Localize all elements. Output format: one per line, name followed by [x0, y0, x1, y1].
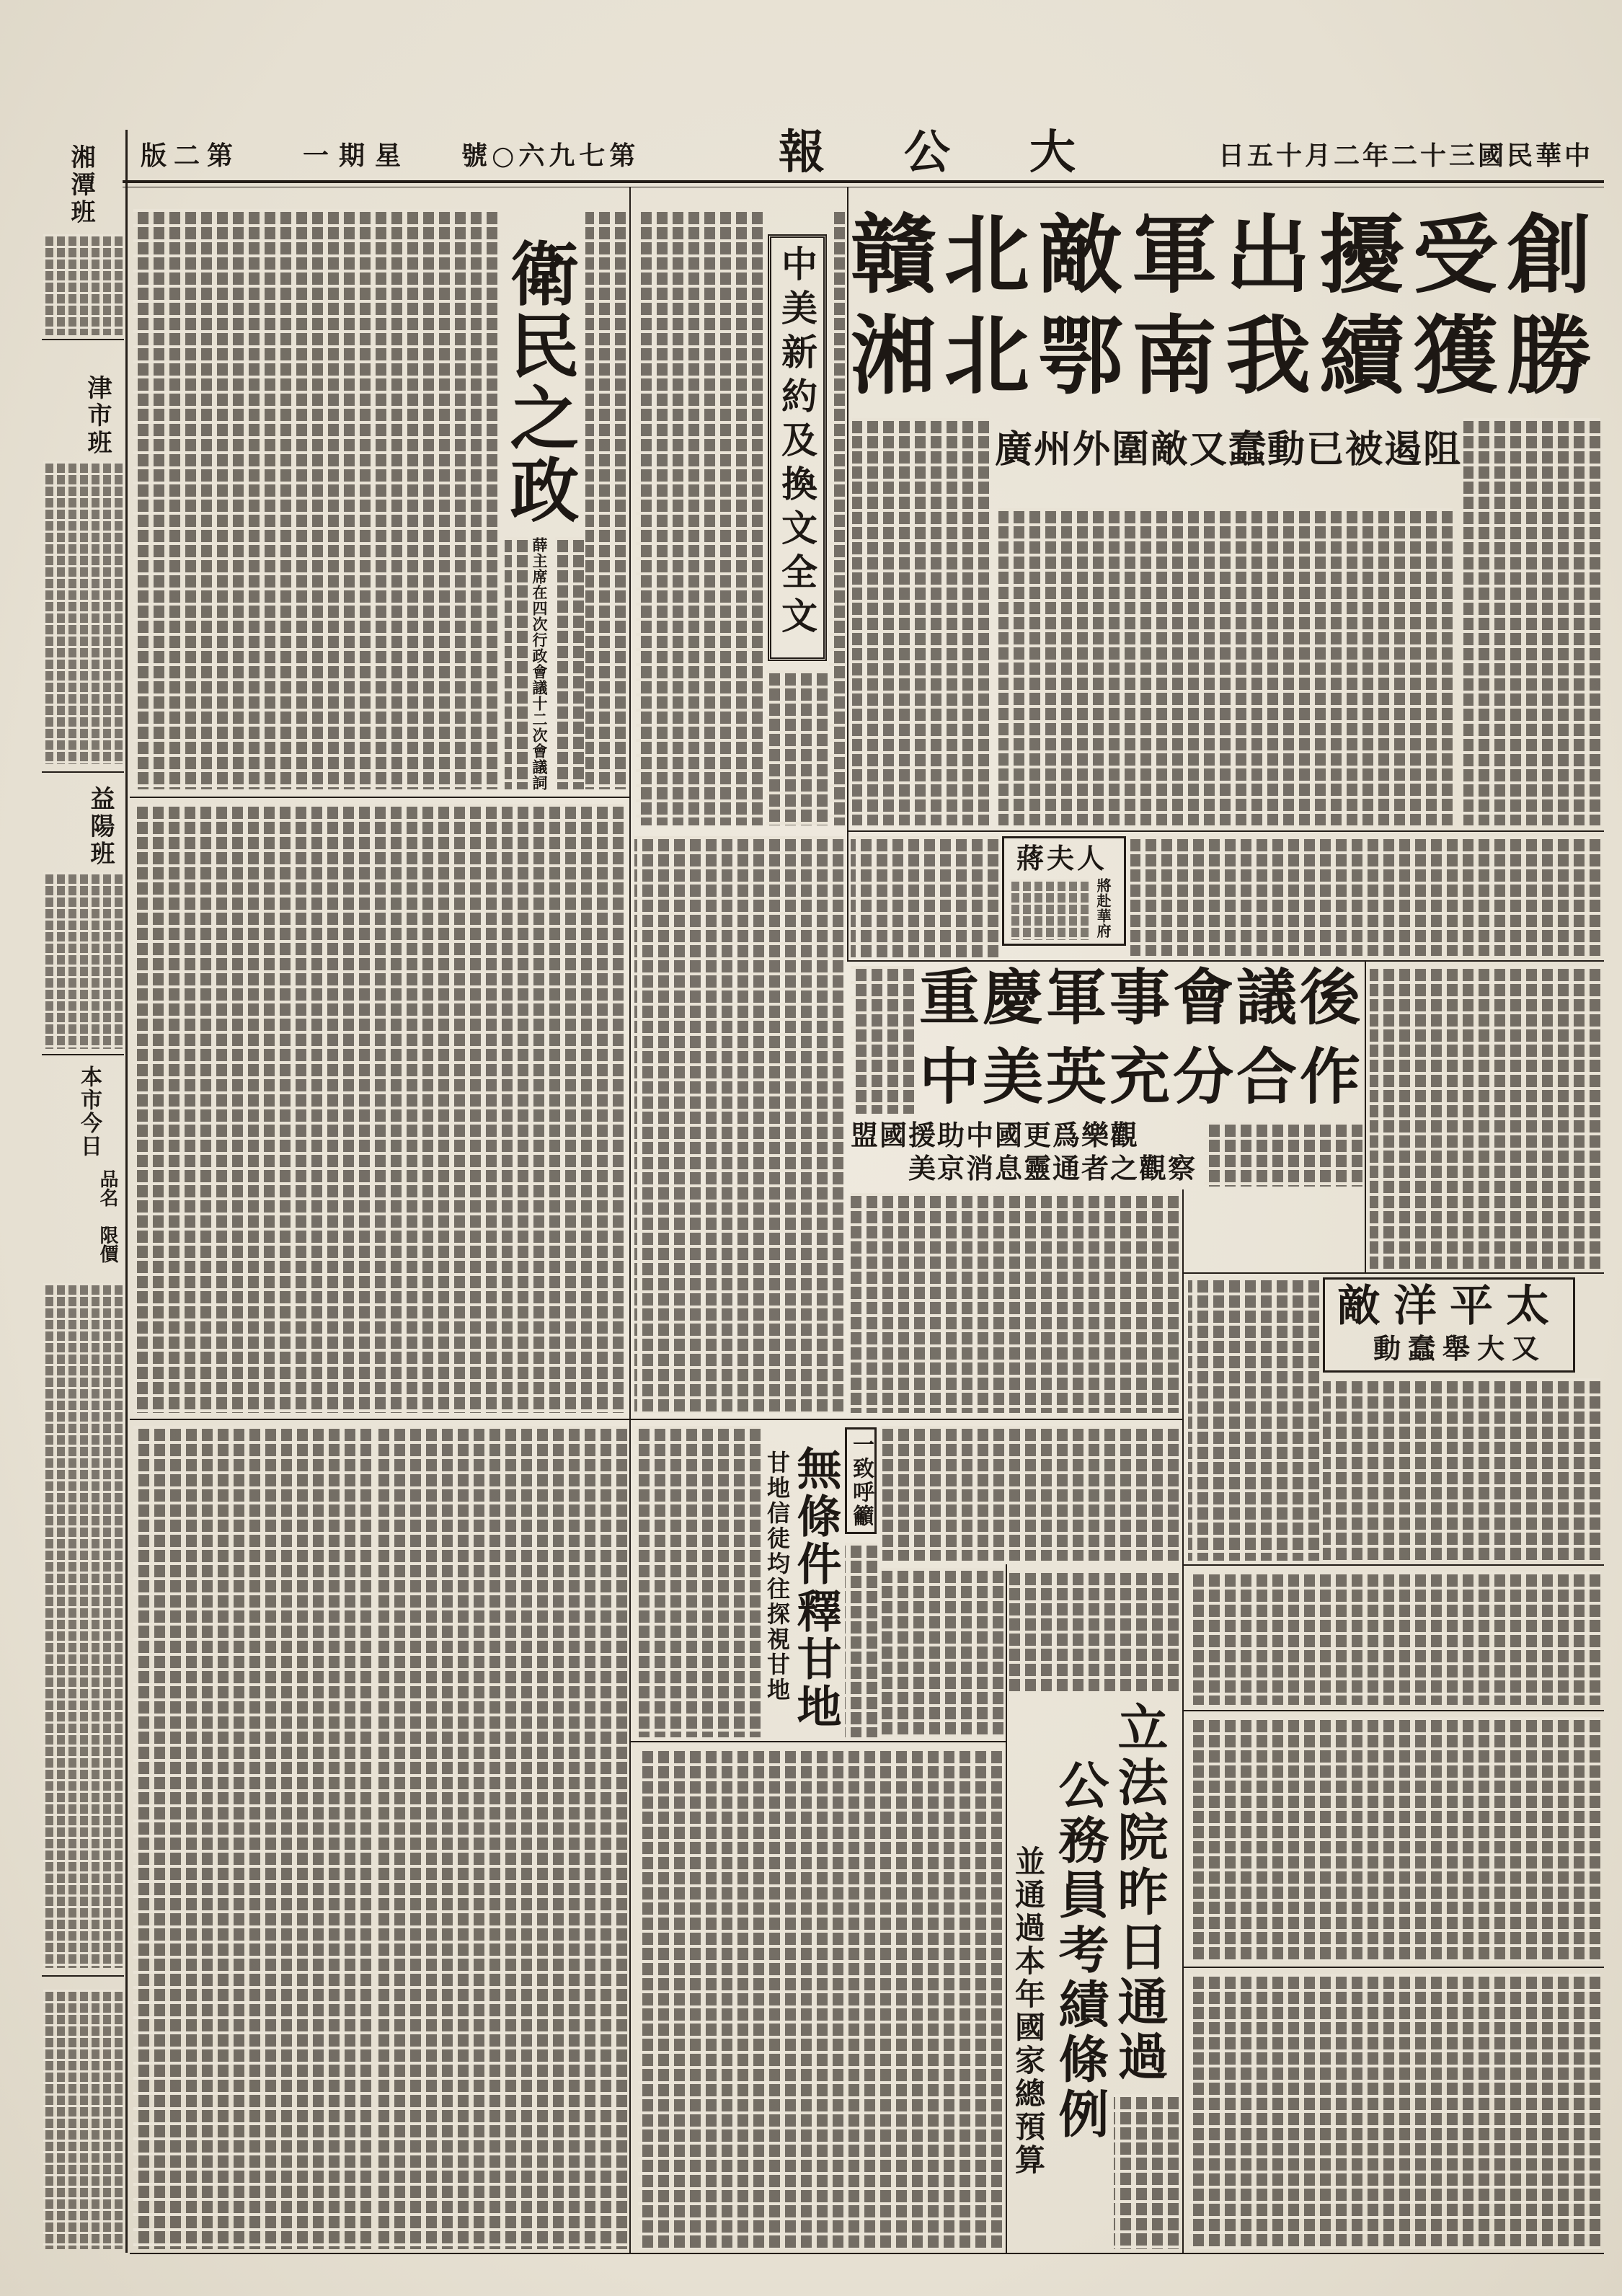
- sidebar-price-list: [43, 1283, 123, 1968]
- madame-chiang-subtitle: 將赴華府: [1094, 878, 1112, 939]
- article-body: [881, 1568, 1003, 1737]
- chongqing-body: [1204, 1122, 1362, 1187]
- column-rule: [629, 1419, 631, 2253]
- sidebar-rule: [42, 771, 124, 773]
- article-body: [133, 1426, 371, 2249]
- treaty-body: [766, 670, 828, 825]
- chongqing-headline-2: 中美英充分合作: [919, 1041, 1364, 1112]
- publication-date: 日五十月二年二十三國民華中: [1218, 141, 1594, 171]
- article-body: [133, 804, 624, 1413]
- article-body: [1189, 1717, 1600, 1961]
- front-headline-1: 贛北敵軍出擾受創: [851, 205, 1601, 305]
- editorial-bottom-rule: [130, 797, 629, 798]
- legislative-body: [1114, 2094, 1179, 2249]
- article-body: [638, 1748, 1002, 2249]
- chongqing-body: [851, 1193, 1179, 1413]
- treaty-body: [636, 209, 763, 825]
- legislative-headline-1: 立法院昨日通過: [1109, 1701, 1169, 2085]
- treaty-body: [829, 209, 845, 825]
- article-body: [1189, 1572, 1600, 1705]
- gandhi-subhead: 甘地信徒均往探視甘地: [763, 1450, 791, 1703]
- editorial-body: [585, 209, 626, 789]
- gandhi-headline: 無條件釋甘地: [789, 1445, 842, 1731]
- legislative-headline-2: 公務員考績條例: [1050, 1759, 1110, 2142]
- article-body: [634, 836, 843, 1413]
- section-rule: [1182, 1967, 1604, 1968]
- front-bottom-rule: [847, 830, 1604, 832]
- front-headline-2: 湘北鄂南我續獲勝: [851, 306, 1601, 406]
- chongqing-body: [851, 966, 914, 1114]
- article-body: [1130, 836, 1600, 956]
- legislative-body: [1189, 1974, 1600, 2249]
- sidebar-listing-text: [43, 234, 123, 335]
- section-rule: [1182, 1272, 1604, 1274]
- page-bottom-rule: [130, 2253, 1604, 2254]
- sidebar-divider: [125, 130, 128, 2253]
- gandhi-body: [845, 1543, 877, 1737]
- sidebar-listing-text: [43, 1990, 123, 2249]
- chongqing-headline-1: 重慶軍事會議後: [919, 962, 1364, 1033]
- sidebar-route-1: 湘潭班: [66, 144, 95, 226]
- sidebar-listing-text: [43, 872, 123, 1049]
- front-subhead: 廣州外圍敵又蠢動已被遏阻: [995, 427, 1463, 471]
- article-body: [851, 836, 998, 957]
- madame-chiang-text: [1009, 879, 1089, 940]
- sidebar-market-heading: 本市今日: [76, 1065, 102, 1158]
- front-body: [852, 418, 989, 825]
- treaty-title: 中美新約及換文全文: [776, 245, 818, 641]
- weekday: 一期星: [303, 141, 412, 171]
- sidebar-route-3: 益陽班: [86, 786, 115, 868]
- pacific-body: [1323, 1378, 1600, 1561]
- section-rule: [631, 1741, 1006, 1742]
- sidebar-rule: [42, 1054, 124, 1055]
- page-number: 版二第: [141, 141, 241, 171]
- pacific-subhead: 動蠢舉大又: [1373, 1332, 1547, 1365]
- article-body: [376, 1426, 627, 2249]
- newspaper-title: 報公大: [779, 125, 1155, 179]
- sidebar-column-price: 限價: [97, 1225, 118, 1263]
- legislative-headline-3: 並通過本年國家總預算: [1011, 1845, 1046, 2177]
- sidebar-rule: [42, 339, 124, 340]
- editorial-body: [555, 537, 584, 789]
- column-rule: [1365, 960, 1366, 1274]
- article-body: [1370, 966, 1600, 1269]
- column-rule: [1006, 1564, 1007, 2253]
- column-rule: [847, 187, 848, 960]
- article-body: [1188, 1277, 1319, 1561]
- column-rule: [629, 187, 631, 1419]
- gandhi-kicker: 一致呼籲: [848, 1433, 874, 1528]
- sidebar-route-2: 津市班: [83, 375, 112, 457]
- gandhi-body: [881, 1426, 1179, 1561]
- pacific-headline: 敵洋平太: [1337, 1281, 1562, 1331]
- issue-number: 號○六九七第: [461, 141, 640, 171]
- gandhi-body: [634, 1426, 761, 1737]
- column-rule: [1182, 1189, 1184, 2253]
- editorial-subtitle: 薛主席在四次行政會議十二次會議詞: [531, 537, 549, 791]
- article-body: [1009, 1570, 1179, 1693]
- madame-chiang-title: 蔣夫人: [1016, 842, 1108, 874]
- front-body: [998, 508, 1453, 825]
- editorial-body: [505, 537, 528, 789]
- sidebar-listing-text: [43, 461, 123, 764]
- section-rule: [1182, 1710, 1604, 1711]
- editorial-body: [133, 209, 497, 789]
- section-rule: [1182, 1564, 1604, 1566]
- editorial-title: 衛民之政: [499, 238, 580, 526]
- sidebar-column-item: 品名: [97, 1169, 118, 1207]
- front-body: [1463, 418, 1600, 825]
- chongqing-subhead-1: 盟國援助中國更爲樂觀: [851, 1119, 1140, 1151]
- chongqing-subhead-2: 美京消息靈通者之觀察: [908, 1152, 1197, 1184]
- masthead-rule: [123, 180, 1604, 183]
- section-rule: [130, 1419, 1182, 1420]
- sidebar-rule: [42, 1975, 124, 1977]
